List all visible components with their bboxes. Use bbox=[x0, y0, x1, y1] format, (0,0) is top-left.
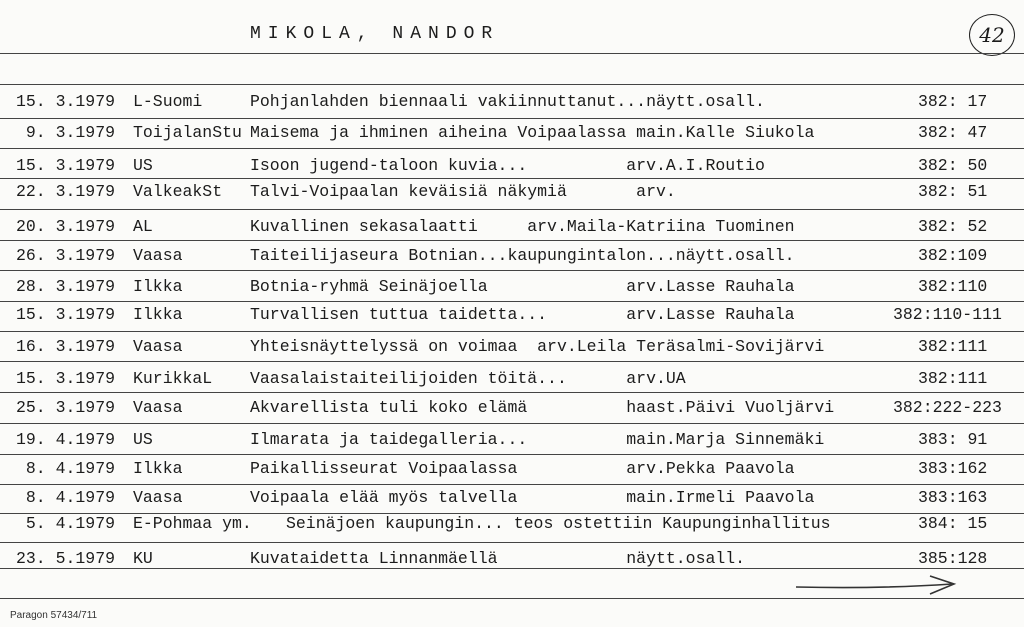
entry-source: L-Suomi bbox=[133, 92, 203, 111]
entry-row bbox=[0, 92, 1024, 114]
entry-source: Vaasa bbox=[133, 337, 183, 356]
entry-title: Akvarellista tuli koko elämä haast.Päivi Vuoljärvi bbox=[250, 398, 835, 417]
ruled-line bbox=[0, 361, 1024, 362]
entry-date: 15. 3.1979 bbox=[16, 156, 116, 175]
entry-row bbox=[0, 156, 1024, 178]
entry-date: 25. 3.1979 bbox=[16, 398, 116, 417]
entry-title: Ilmarata ja taidegalleria... main.Marja Sinnemäki bbox=[250, 430, 825, 449]
ruled-line bbox=[0, 53, 1024, 54]
entry-date: 15. 3.1979 bbox=[16, 92, 116, 111]
ruled-line bbox=[0, 270, 1024, 271]
entry-date: 8. 4.1979 bbox=[16, 488, 116, 507]
entry-source: Vaasa bbox=[133, 246, 183, 265]
page-number-circle bbox=[969, 14, 1015, 56]
entry-source: ValkeakSt bbox=[133, 182, 223, 201]
entry-title: Seinäjoen kaupungin... teos ostettiin Kaupunginhallitus bbox=[286, 514, 831, 533]
entry-ref: 382:111 bbox=[918, 337, 988, 356]
page-number: 42 bbox=[979, 23, 1005, 47]
entry-title: Pohjanlahden biennaali vakiinnuttanut...näytt.osall. bbox=[250, 92, 765, 111]
entry-row bbox=[0, 488, 1024, 510]
entry-source: US bbox=[133, 430, 153, 449]
entry-ref: 382:110 bbox=[918, 277, 988, 296]
entry-ref: 382:222-223 bbox=[893, 398, 1002, 417]
entry-title: Vaasalaistaiteilijoiden töitä... arv.UA bbox=[250, 369, 686, 388]
entry-date: 8. 4.1979 bbox=[16, 459, 116, 478]
entry-date: 20. 3.1979 bbox=[16, 217, 116, 236]
ruled-line bbox=[0, 84, 1024, 85]
print-code: Paragon 57434/711 bbox=[10, 610, 98, 621]
entry-row bbox=[0, 337, 1024, 359]
ruled-line bbox=[0, 484, 1024, 485]
entry-ref: 382: 50 bbox=[918, 156, 988, 175]
entry-date: 15. 3.1979 bbox=[16, 305, 116, 324]
entry-row bbox=[0, 182, 1024, 204]
entry-date: 5. 4.1979 bbox=[16, 514, 116, 533]
entry-date: 22. 3.1979 bbox=[16, 182, 116, 201]
entry-ref: 384: 15 bbox=[918, 514, 988, 533]
entry-title: Turvallisen tuttua taidetta... arv.Lasse Rauhala bbox=[250, 305, 795, 324]
entry-row bbox=[0, 398, 1024, 420]
entry-row bbox=[0, 123, 1024, 145]
entry-source: Ilkka bbox=[133, 459, 183, 478]
entry-title: Kuvataidetta Linnanmäellä näytt.osall. bbox=[250, 549, 746, 568]
entry-title: Talvi-Voipaalan keväisiä näkymiä arv. bbox=[250, 182, 676, 201]
entry-ref: 385:128 bbox=[918, 549, 988, 568]
right-arrow-icon bbox=[790, 574, 960, 604]
entry-source: AL bbox=[133, 217, 153, 236]
ruled-line bbox=[0, 178, 1024, 179]
entry-ref: 382: 51 bbox=[918, 182, 988, 201]
entry-row bbox=[0, 430, 1024, 452]
entry-date: 19. 4.1979 bbox=[16, 430, 116, 449]
entry-row bbox=[0, 246, 1024, 268]
entry-source: Ilkka bbox=[133, 277, 183, 296]
entry-title: Botnia-ryhmä Seinäjoella arv.Lasse Rauhala bbox=[250, 277, 795, 296]
entry-row bbox=[0, 459, 1024, 481]
entry-title: Voipaala elää myös talvella main.Irmeli Paavola bbox=[250, 488, 815, 507]
entry-source: KurikkaL bbox=[133, 369, 213, 388]
entry-row bbox=[0, 217, 1024, 239]
entry-date: 28. 3.1979 bbox=[16, 277, 116, 296]
ruled-line bbox=[0, 331, 1024, 332]
entry-title: Paikallisseurat Voipaalassa arv.Pekka Paavola bbox=[250, 459, 795, 478]
entry-title: Kuvallinen sekasalaatti arv.Maila-Katriina Tuominen bbox=[250, 217, 795, 236]
entry-row bbox=[0, 277, 1024, 299]
entry-row bbox=[0, 549, 1024, 571]
entry-row bbox=[0, 369, 1024, 391]
entry-ref: 383:163 bbox=[918, 488, 988, 507]
entry-source: Vaasa bbox=[133, 398, 183, 417]
entry-row bbox=[0, 305, 1024, 327]
ruled-line bbox=[0, 454, 1024, 455]
entry-title: Maisema ja ihminen aiheina Voipaalassa main.Kalle Siukola bbox=[250, 123, 815, 142]
entry-source: E-Pohmaa ym. bbox=[133, 514, 252, 533]
entry-source: ToijalanStu bbox=[133, 123, 242, 142]
entry-source: Vaasa bbox=[133, 488, 183, 507]
entry-date: 16. 3.1979 bbox=[16, 337, 116, 356]
entry-ref: 382:111 bbox=[918, 369, 988, 388]
entry-date: 15. 3.1979 bbox=[16, 369, 116, 388]
ruled-line bbox=[0, 301, 1024, 302]
ruled-line bbox=[0, 392, 1024, 393]
entry-date: 9. 3.1979 bbox=[16, 123, 116, 142]
entry-ref: 382: 52 bbox=[918, 217, 988, 236]
entry-row bbox=[0, 514, 1024, 536]
entry-source: KU bbox=[133, 549, 153, 568]
entry-source: Ilkka bbox=[133, 305, 183, 324]
entry-title: Yhteisnäyttelyssä on voimaa arv.Leila Teräsalmi-Sovijärvi bbox=[250, 337, 825, 356]
ruled-line bbox=[0, 423, 1024, 424]
entry-title: Taiteilijaseura Botnian...kaupungintalon...näytt.osall. bbox=[250, 246, 795, 265]
ruled-line bbox=[0, 240, 1024, 241]
ruled-line bbox=[0, 118, 1024, 119]
entry-ref: 383: 91 bbox=[918, 430, 988, 449]
entry-source: US bbox=[133, 156, 153, 175]
ruled-line bbox=[0, 542, 1024, 543]
entry-ref: 383:162 bbox=[918, 459, 988, 478]
entry-date: 26. 3.1979 bbox=[16, 246, 116, 265]
entry-ref: 382:110-111 bbox=[893, 305, 1002, 324]
ruled-line bbox=[0, 148, 1024, 149]
entry-title: Isoon jugend-taloon kuvia... arv.A.I.Routio bbox=[250, 156, 765, 175]
entry-ref: 382: 17 bbox=[918, 92, 988, 111]
ruled-line bbox=[0, 209, 1024, 210]
entry-ref: 382: 47 bbox=[918, 123, 988, 142]
entry-ref: 382:109 bbox=[918, 246, 988, 265]
entry-date: 23. 5.1979 bbox=[16, 549, 116, 568]
person-name: MIKOLA, NANDOR bbox=[250, 24, 500, 44]
